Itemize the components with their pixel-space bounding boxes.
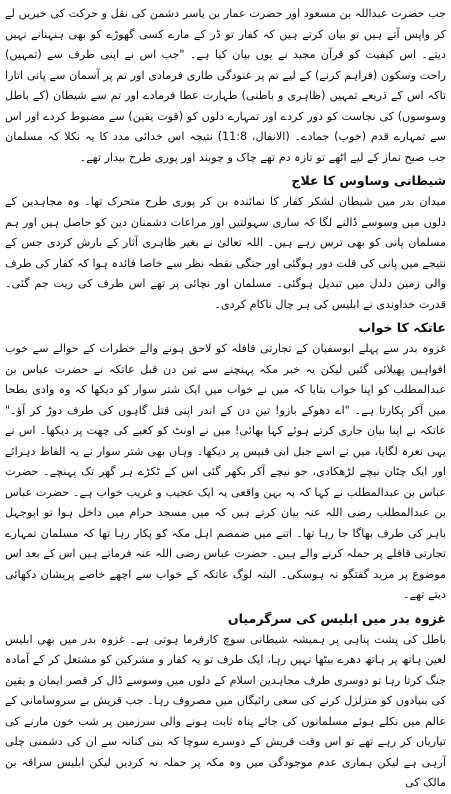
section-paragraph: میدان بدر میں شیطان لشکر کفار کا نمائندہ بن کر پوری طرح متحرک تھا۔ وہ مجاہدین کے دلوں میں وسوسے ڈالنے لگا کہ ساری سہولتیں اور مراعات دشمنان دین کو حاصل ہیں اور ہم مسلمان پانی کو بھی ترس رہے ہیں۔ اللہ تعالیٰ نے بغیر ظاہری آثار کے بارش کردی جس کے نتیجے میں پانی کی قلت دور ہوگئی اور جنگی نقطہ نظر سے خاصا فائدہ ہوا کہ کفار کی طرف والی زمین دلدل میں تبدیل ہوگئی۔ مسلمان اور نچائی پر تھے اس طرف کی ریت جم گئی۔ قدرت خداوندی نے ابلیس کی ہر چال ناکام کردی۔ [5, 195, 446, 311]
section-paragraph: غزوہ بدر سے پہلے ابوسفیان کے تجارتی قافلہ کو لاحق ہونے والے خطرات کے حوالے سے خوب افواہیں پھیلائی گئیں لیکن یہ خبر مکہ پہنچنے سے تین دن قبل عاتکہ نے حضرت عباس بن عبدالمطلب کو اپنا خواب بتایا کہ میں نے خواب میں ایک شتر سوار کو دیکھا کہ وہ وادی بطحا میں آکر پکارتا ہے۔ "اے دھوکے بازو! تین دن کے اندر اپنی قتل گاہوں کی طرف دوڑ کر آؤ۔" عاتکہ نے اپنا بیان جاری کرتے ہوئے کہا بھائی! میں نے اونٹ کو کعبے کی چھت پر دیکھا۔ اس نے یہی نعرہ لگایا، میں نے اسے جبل ابی قبیس پر دیکھا۔ وہاں بھی شتر سوار نے یہ الفاظ دہرائے اور ایک چٹان نیچے لڑھکادی، جو نیچے آکر بکھر گئی اس کے ٹکڑے ہر گھر تک پہنچے۔ حضرت عباس بن عبدالمطلب نے کہا کہ یہ بہن واقعی یہ ایک عجیب و غریب خواب ہے۔ حضرت عباس بن عبدالمطلب رضی اللہ عنہ بیان کرتے ہیں کہ میں مسجد حرام میں داخل ہوا تو ابوجہل باہر کی طرف بھاگا جا رہا تھا۔ اتنے میں ضمضم اہل مکہ کو پکار رہا تھا کہ مسلمان تمہارے تجارتی قافلے پر حملہ کرنے والے ہیں۔ حضرت عباس رضی اللہ عنہ فرماتے ہیں اس کے بعد اس موضوع پر مزید گفتگو نہ ہوسکی۔ البتہ لوگ عاتکہ کے خواب سے اچھے خاصے پریشان دکھائی دیتے تھے۔ [5, 342, 446, 601]
intro-paragraph: جب حضرت عبداللہ بن مسعود اور حضرت عمار بن یاسر دشمن کی نقل و حرکت کی خبریں لے کر واپس آتے ہیں تو بیان کرتے ہیں کہ کفار تو ڈر کے مارے کسی گھوڑے کو بھی ہنہنانے نہیں دیتے۔ اس کیفیت کو قرآن مجید نے یوں بیان کیا ہے۔ "جب اس نے اپنی طرف سے (تمہیں) راحت وسکون (فراہم کرنے) کے لیے تم پر غنودگی طاری فرمادی اور تم پر آسمان سے پانی اتارا تاکہ اس کے ذریعے تمہیں (ظاہری و باطنی) طہارت عطا فرمادے اور تم سے شیطان (کے باطل وسوسوں) کی نجاست کو دور کردے اور تمہارے دلوں کو (قوت یقین) سے مضبوط کردے اور اس سے تمہارے قدم (خوب) جمادے۔ (الانفال، 11:8) نتیجہ اس خدائی مدد کا یہ نکلا کہ مسلمان جب صبح نماز کے لیے اٹھے تو تازہ دم تھے چاک و چوبند اور پوری طرح بیدار تھے۔ [5, 7, 446, 164]
section-heading-atika-dream: عاتکہ کا خواب [358, 320, 446, 335]
section-heading-iblis-activities: غزوہ بدر میں ابلیس کی سرگرمیاں [227, 610, 446, 626]
section-heading-satanic-whispers: شیطانی وساوس کا علاج [291, 173, 446, 188]
section-paragraph: باطل کی پشت پناہی پر ہمیشہ شیطانی سوچ کارفرما ہوتی ہے۔ غزوہ بدر میں بھی ابلیس لعین ہاتھ پر ہاتھ دھرے بیٹھا نہیں رہا، ایک طرف تو یہ کفار و مشرکین کو مشتعل کر کے آمادہ جنگ کرتا رہا تو دوسری طرف مجاہدین اسلام کے دلوں میں وسوسے ڈال کر قصر ایمان و یقین کی بنیادوں کو متزلزل کرنے کی سعی رائیگاں میں مصروف رہا۔ جب قریش بے سروسامانی کے عالم میں نکلے ہوئے مسلمانوں کی جائے پناہ ثابت ہونے والی سرزمین پر شب خون مارنے کی تیاریاں کر رہے تھے تو اس وقت قریش کے دوسرے سوچا کہ بنی کنانہ سے ان کی دشمنی چلی آرہی ہے لیکن ہماری عدم موجودگی میں وہ مکہ پر حملہ نہ کردیں لیکن ابلیس سراقہ بن مالک کی [5, 632, 446, 789]
